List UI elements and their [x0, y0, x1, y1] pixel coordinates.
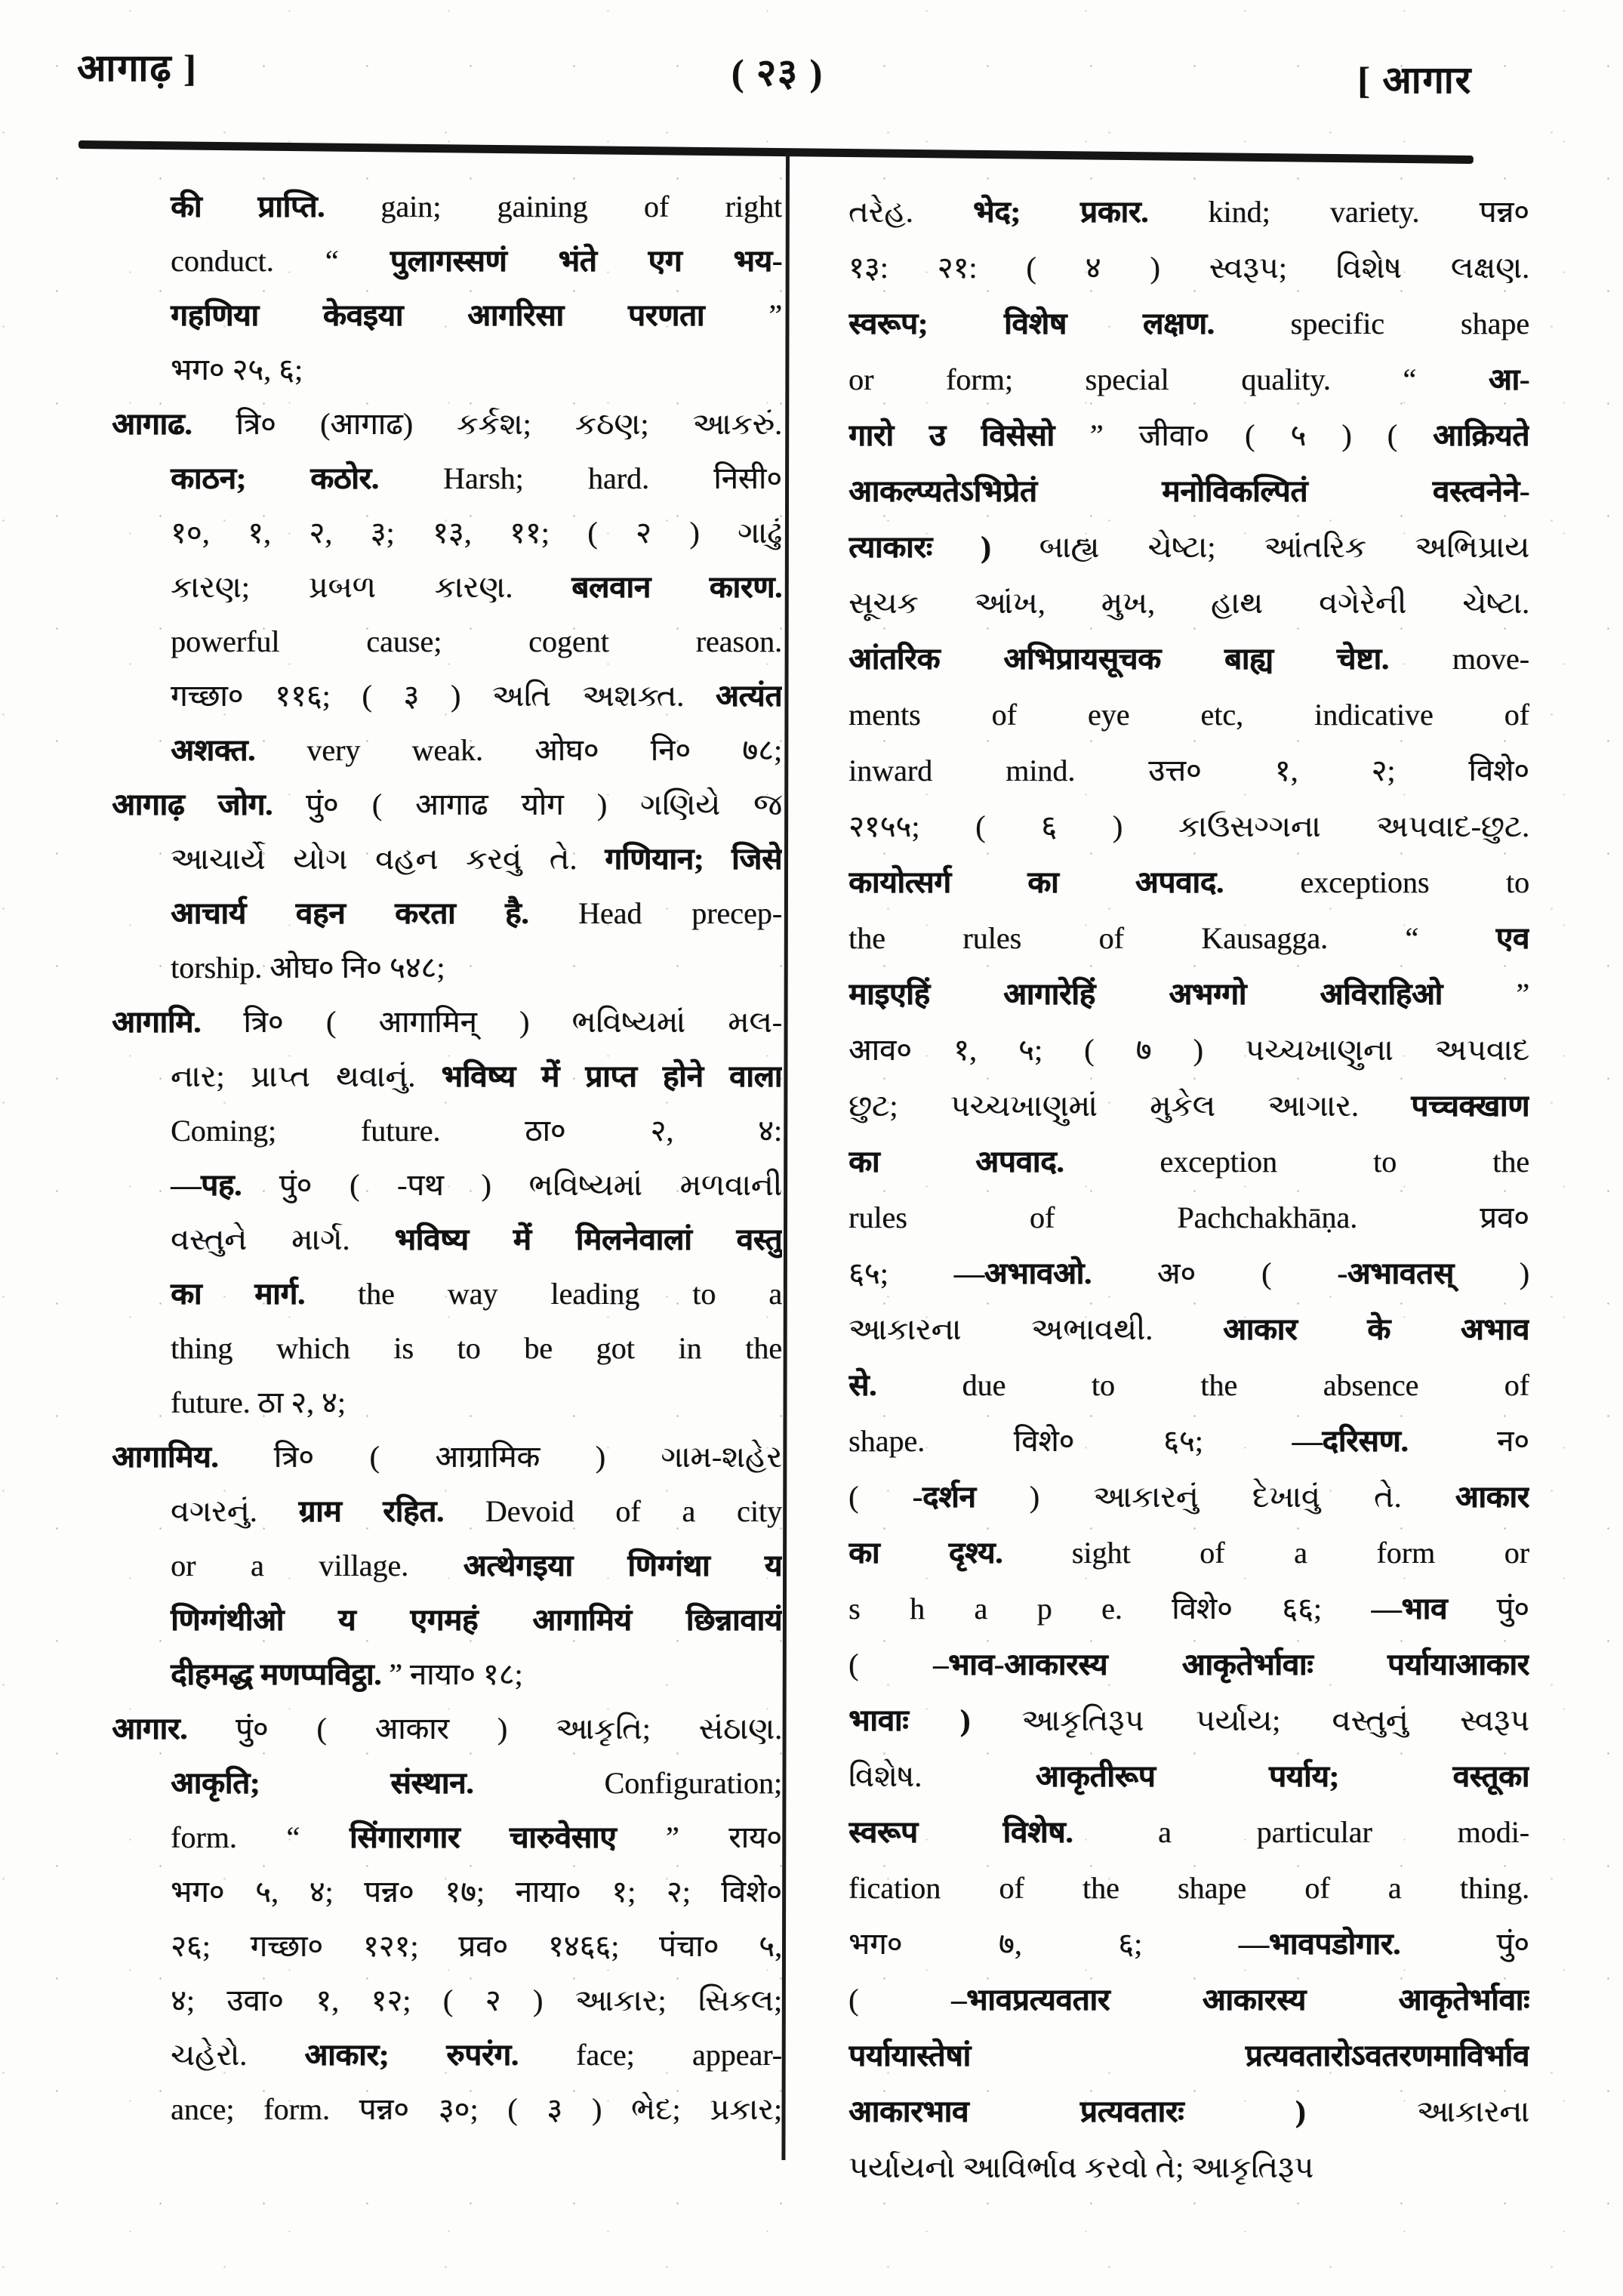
text-line: आंतरिक अभिप्रायसूचक बाह्य चेष्टा. move-: [848, 642, 1529, 676]
text-line: નાર; પ્રાપ્ત થવાનું. भविष्य में प्राप्त होने वाला: [171, 1059, 782, 1093]
text-line: स्वरूप; विशेष लक्षण. specific shape: [848, 307, 1529, 341]
header-guide-word-right: [ आगार: [1357, 59, 1472, 101]
dictionary-entry: [112, 995, 782, 1430]
text-line: કારણ; પ્રબળ કારણ. बलवान कारण.: [171, 570, 782, 604]
text-line: s h a p e. विशे० ६६; —भाव पुं०: [848, 1592, 1529, 1626]
text-line: or form; special quality. “ आ-: [848, 362, 1529, 396]
text-line: का मार्ग. the way leading to a: [171, 1277, 782, 1311]
text-line: છુટ; પચ્ચખાણુમાં મુકેલ આગાર. पच्चक्खाण: [848, 1089, 1529, 1123]
text-line: shape. विशे० ६५; —दरिसण. न०: [848, 1424, 1529, 1458]
text-line: आव० १, ५; ( ७ ) પચ્ચખાણુના અપવાદ: [848, 1033, 1529, 1067]
header-guide-word-left: आगाढ़ ]: [77, 47, 198, 89]
left-column: [112, 180, 782, 2137]
text-line: સૂચક આંખ, મુખ, હાથ વગેરેની ચેષ્ટા.: [848, 586, 1529, 620]
text-line: ६५; —अभावओ. अ० ( -अभावतस् ): [848, 1256, 1529, 1290]
text-line: दीहमद्ध मणप्पविट्ठा. ” नाया० १८;: [171, 1657, 523, 1691]
text-line: आगामि. त्रि० ( आगामिन् ) ભવિષ્યમાં મલ-: [112, 1005, 782, 1039]
column-divider: [781, 152, 790, 2160]
text-line: आकृति; संस्थान. Configuration;: [171, 1766, 782, 1800]
text-line: form. “ सिंगारागार चारुवेसाए ” राय०: [171, 1820, 782, 1854]
text-line: १३: २१: ( ४ ) સ્વરૂપ; વિશેષ લક્ષણ.: [848, 251, 1529, 285]
text-line: आकल्प्यतेऽभिप्रेतं मनोविकल्पितं वस्त्वनेने-: [848, 474, 1529, 508]
text-line: વિશેષ. आकृतीरूप पर्याय; वस्तूका: [848, 1759, 1529, 1793]
text-line: भग० २५, ६;: [171, 353, 303, 387]
text-line: भावाः ) આકૃતિરૂપ પર્યાય; વસ્તુનું સ્વરૂપ: [848, 1703, 1529, 1737]
text-line: ( –भावप्रत्यवतार आकारस्य आकृतेर्भावाः: [848, 1983, 1529, 2017]
dictionary-entry: [112, 1702, 782, 2137]
text-line: से. due to the absence of: [848, 1368, 1529, 1402]
text-line: વસ્તુને માર્ગ. भविष्य में मिलनेवालां वस्तु: [171, 1222, 782, 1256]
text-line: अशक्त. very weak. ओघ० नि० ७८;: [171, 733, 782, 767]
text-line: વગરનું. ग्राम रहित. Devoid of a city: [171, 1494, 782, 1528]
text-line: ( –भाव-आकारस्य आकृतेर्भावाः पर्यायाआकार: [848, 1647, 1529, 1681]
text-line: powerful cause; cogent reason.: [171, 624, 782, 658]
text-line: का दृश्य. sight of a form or: [848, 1536, 1529, 1570]
text-line: भग० ७, ६; —भावपडोगार. पुं०: [848, 1927, 1529, 1961]
text-line: काठन; कठोर. Harsh; hard. निसी०: [171, 461, 782, 495]
header-page-number: ( २३ ): [731, 51, 824, 94]
text-line: आगार. पुं० ( आकार ) આકૃતિ; સંઠાણ.: [112, 1712, 782, 1746]
text-line: ४; उवा० १, १२; ( २ ) આકાર; સિકલ;: [171, 1983, 782, 2017]
text-line: fication of the shape of a thing.: [848, 1871, 1529, 1905]
text-line: भग० ५, ४; पन्न० १७; नाया० १; २; विशे०: [171, 1875, 782, 1909]
dictionary-entry: [112, 778, 782, 995]
text-line: आगाढ़ जोग. पुं० ( आगाढ योग ) ગણિયે જ: [112, 787, 782, 821]
text-line: thing which is to be got in the: [171, 1331, 782, 1365]
dictionary-entry: [112, 397, 782, 778]
text-line: આકારના અભાવથી. आकार के अभाव: [848, 1312, 1529, 1346]
text-line: ance; form. पन्न० ३०; ( ३ ) ભેદ; પ્રકાર;: [171, 2092, 782, 2126]
header-rule: [79, 140, 1474, 164]
text-line: ments of eye etc, indicative of: [848, 698, 1529, 732]
text-line: or a village. अत्थेगइया णिग्गंथा य: [171, 1549, 782, 1583]
text-line: की प्राप्ति. gain; gaining of right: [171, 190, 782, 223]
text-line: torship. ओघ० नि० ५४८;: [171, 951, 445, 985]
text-line: गहणिया केवइया आगरिसा परणता ”: [171, 298, 782, 332]
text-line: पर्यायास्तेषां प्रत्यवतारोऽवतरणमाविर्भाव: [848, 2039, 1529, 2073]
text-line: त्याकारः ) બાહ્ય ચેષ્ટા; આંતરિક અભિપ્રાય: [848, 530, 1529, 564]
text-line: गच्छा० ११६; ( ३ ) અતિ અશક્ત. अत्यंत: [171, 679, 782, 713]
text-line: તરેહ. भेद; प्रकार. kind; variety. पन्न०: [848, 195, 1529, 229]
text-line: conduct. “ पुलागस्सणं भंते एग भय-: [171, 244, 782, 278]
page-header: [77, 41, 1472, 101]
text-line: आगामिय. त्रि० ( आग्रामिक ) ગામ-શહેર: [112, 1440, 782, 1474]
dictionary-entry: [112, 1430, 782, 1702]
dictionary-entry: [848, 184, 1529, 2196]
dictionary-entry: [112, 180, 782, 397]
text-line: आकारभाव प्रत्यवतारः ) આકારના: [848, 2094, 1529, 2128]
text-line: माइएहिं आगारेहिं अभग्गो अविराहिओ ”: [848, 977, 1529, 1011]
text-line: પર્યાયનો આવિર્ભાવ કરવો તે; આકૃતિરૂપ: [848, 2150, 1314, 2184]
text-line: २१५५; ( ६ ) કાઉસગ્ગના અપવાદ-છુટ.: [848, 809, 1529, 843]
text-line: १०, १, २, ३; १३, ११; ( २ ) ગાઢું: [171, 516, 782, 550]
text-line: ચહેરો. आकार; रुपरंग. face; appear-: [171, 2038, 782, 2072]
text-line: आचार्य वहन करता है. Head precep-: [171, 896, 782, 930]
text-line: the rules of Kausagga. “ एव: [848, 921, 1529, 955]
text-line: —पह. पुं० ( -पथ ) ભવિષ્યમાં મળવાની: [171, 1168, 782, 1202]
text-line: २६; गच्छा० १२१; प्रव० १४६६; पंचा० ५,: [171, 1929, 782, 1963]
text-line: णिग्गंथीओ य एगमहं आगामियं छिन्नावायं: [171, 1603, 782, 1637]
text-line: rules of Pachchakhāṇa. प्रव०: [848, 1200, 1529, 1234]
right-column: [848, 184, 1529, 2196]
text-line: स्वरूप विशेष. a particular modi-: [848, 1815, 1529, 1849]
text-line: future. ठा २, ४;: [171, 1385, 346, 1419]
text-line: गारो उ विसेसो ” जीवा० ( ५ ) ( आक्रियते: [848, 418, 1529, 452]
text-line: कायोत्सर्ग का अपवाद. exceptions to: [848, 865, 1529, 899]
text-line: ( -दर्शन ) આકારનું દેખાવું તે. आकार: [848, 1480, 1529, 1514]
text-line: का अपवाद. exception to the: [848, 1145, 1529, 1179]
text-line: आगाढ. त्रि० (आगाढ) કર્કશ; કઠણ; આકરું.: [112, 407, 782, 441]
text-line: inward mind. उत्त० १, २; विशे०: [848, 754, 1529, 787]
text-line: Coming; future. ठा० २, ४:: [171, 1114, 782, 1148]
text-line: આચાર્યે યોગ વહન કરવું તે. गणियान; जिसे: [171, 842, 782, 876]
